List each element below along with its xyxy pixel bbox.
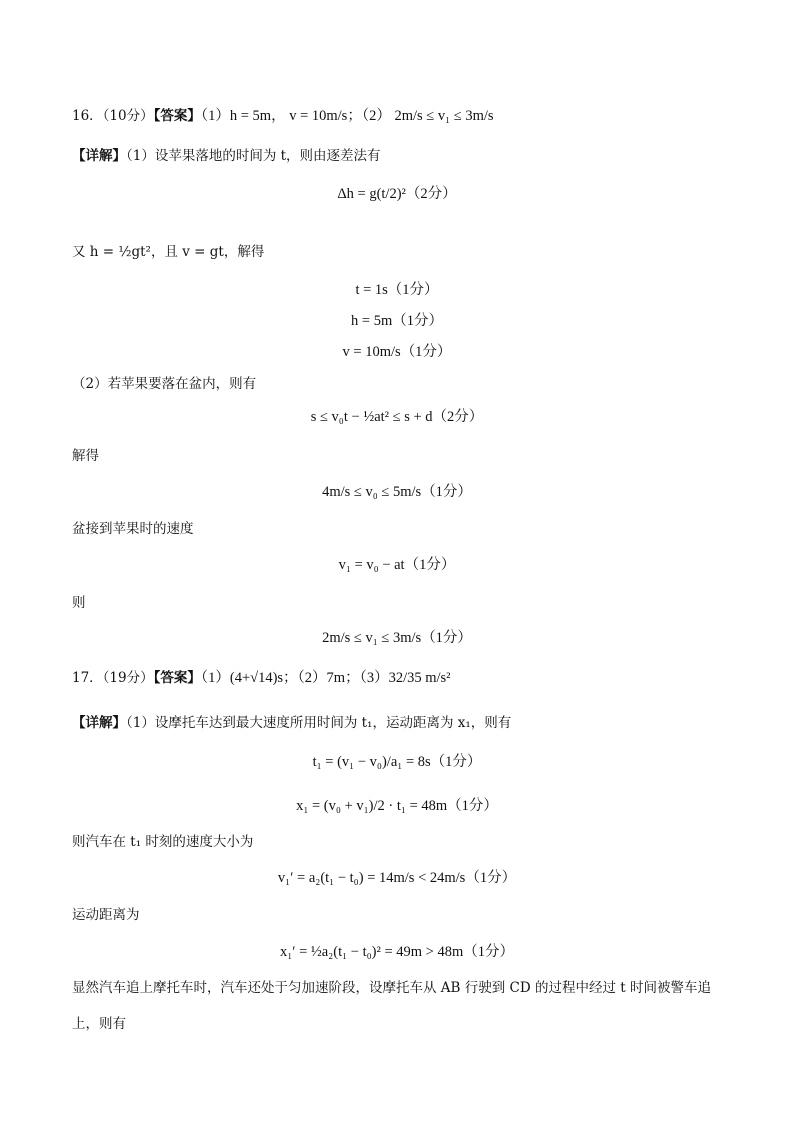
q17-detail-line: 【详解】（1）设摩托车达到最大速度所用时间为 t₁，运动距离为 x₁，则有 (72, 715, 512, 731)
q16-again-line: 又 h = ½gt²，且 v = gt，解得 (72, 244, 265, 260)
q17-conclusion-line-2: 上，则有 (72, 1016, 126, 1032)
q16-eq-t: t = 1s（1分） (355, 282, 439, 298)
q16-eq-range: s ≤ v₀t − ½at² ≤ s + d（2分） (310, 409, 484, 425)
q16-answer-line: 16．（10分）【答案】（1）h = 5m， v = 10m/s；（2） 2m/s ≤ v₁ ≤ 3m/s (72, 108, 494, 124)
q16-catch-line: 盆接到苹果时的速度 (72, 521, 194, 537)
q16-solve-line: 解得 (72, 448, 99, 464)
q16-eq-final: 2m/s ≤ v₁ ≤ 3m/s（1分） (322, 630, 472, 646)
q16-eq-h: h = 5m（1分） (351, 313, 443, 329)
q16-eq-dh: Δh = g(t/2)²（2分） (337, 186, 457, 202)
q17-car-speed-line: 则汽车在 t₁ 时刻的速度大小为 (72, 834, 254, 850)
q17-eq-x1: x₁ = (v₀ + v₁)/2 · t₁ = 48m（1分） (296, 798, 498, 814)
q17-eq-t1: t₁ = (v₁ − v₀)/a₁ = 8s（1分） (312, 754, 482, 770)
q16-detail-line: 【详解】（1）设苹果落地的时间为 t，则由逐差法有 (72, 148, 381, 164)
q16-eq-v1: v₁ = v₀ − at（1分） (338, 557, 456, 573)
q17-eq-v1p: v₁′ = a₂(t₁ − t₀) = 14m/s < 24m/s（1分） (277, 870, 517, 886)
q16-part2-line: （2）若苹果要落在盆内，则有 (72, 376, 257, 392)
q16-then-line: 则 (72, 595, 86, 611)
q16-eq-v: v = 10m/s（1分） (342, 344, 452, 360)
q16-eq-v0: 4m/s ≤ v₀ ≤ 5m/s（1分） (322, 484, 472, 500)
q17-answer-line: 17．（19分）【答案】（1）(4+√14)s；（2）7m；（3）32/35 m/s² (72, 670, 451, 686)
q17-conclusion-line-1: 显然汽车追上摩托车时，汽车还处于匀加速阶段，设摩托车从 AB 行驶到 CD 的过程中经过 t 时间被警车追 (72, 980, 711, 996)
q17-eq-x1p: x₁′ = ½a₂(t₁ − t₀)² = 49m > 48m（1分） (279, 944, 515, 960)
q17-distance-line: 运动距离为 (72, 907, 140, 923)
